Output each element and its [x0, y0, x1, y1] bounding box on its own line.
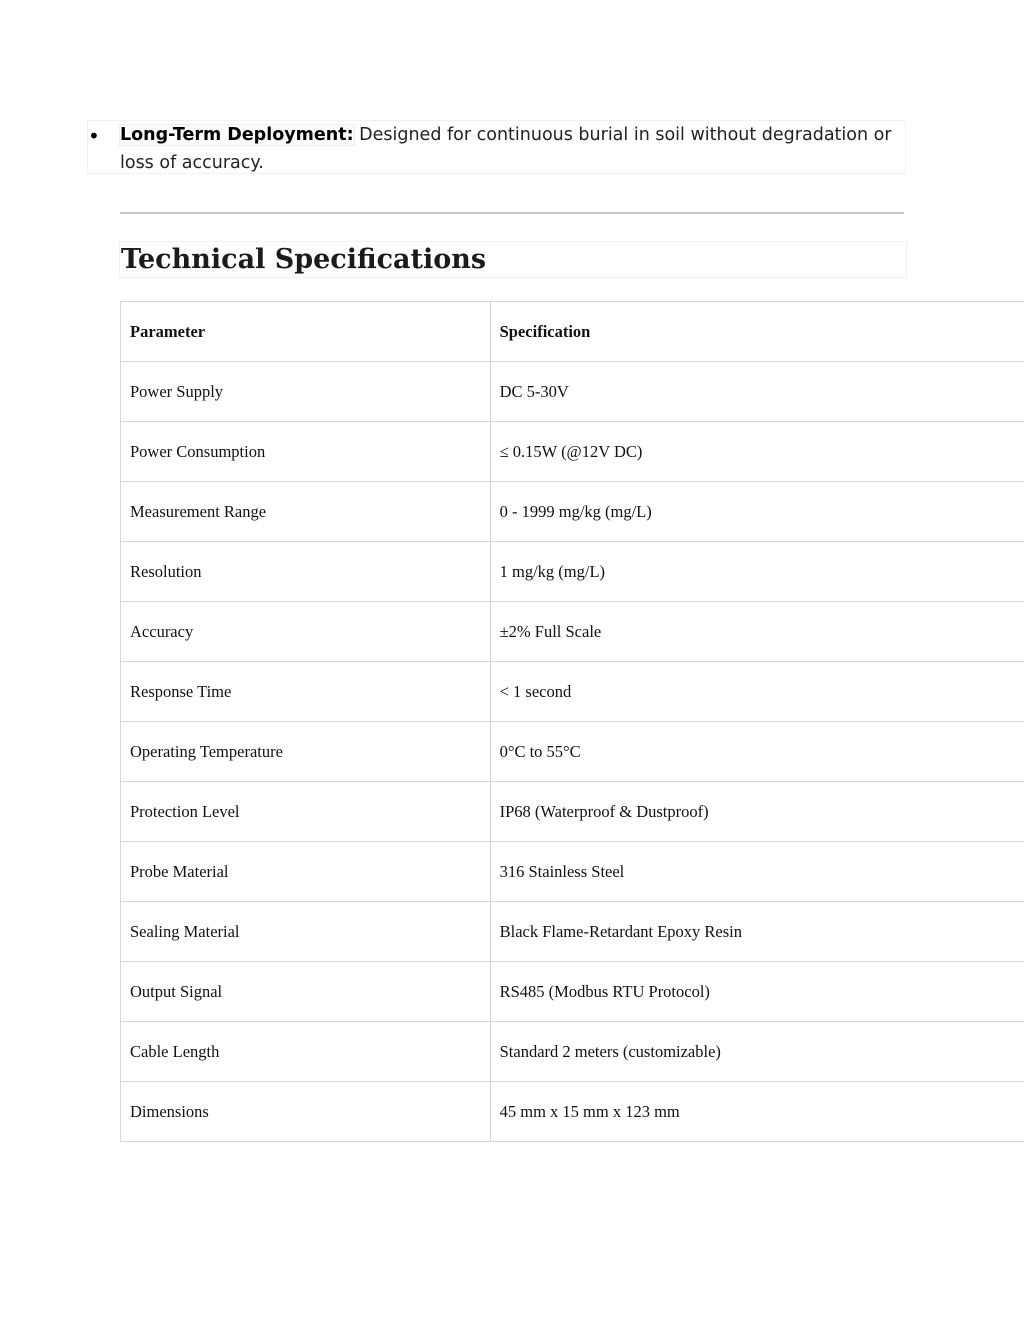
bullet-item-text: Designed for continuous burial in soil without degradation or loss of accuracy.	[120, 125, 892, 173]
bullet-dot-icon: •	[88, 124, 100, 148]
table-row	[121, 782, 1024, 842]
table-row	[121, 722, 1024, 782]
parameter-cell: Power Supply	[121, 362, 491, 422]
specification-cell: DC 5-30V	[490, 362, 1024, 422]
section-heading: Technical Specifications	[121, 244, 487, 275]
table-row	[121, 1082, 1024, 1142]
specification-cell: ±2% Full Scale	[490, 602, 1024, 662]
specifications-table	[120, 301, 1024, 1142]
parameter-cell: Probe Material	[121, 842, 491, 902]
table-body	[121, 362, 1024, 1142]
table-row	[121, 1022, 1024, 1082]
parameter-cell: Output Signal	[121, 962, 491, 1022]
parameter-cell: Power Consumption	[121, 422, 491, 482]
parameter-cell: Response Time	[121, 662, 491, 722]
specification-cell: < 1 second	[490, 662, 1024, 722]
table-row	[121, 902, 1024, 962]
specification-cell: 0 - 1999 mg/kg (mg/L)	[490, 482, 1024, 542]
bullet-item	[120, 121, 906, 177]
column-header-parameter: Parameter	[121, 302, 491, 362]
parameter-cell: Sealing Material	[121, 902, 491, 962]
parameter-cell: Measurement Range	[121, 482, 491, 542]
bullet-item-label: Long-Term Deployment:	[120, 125, 354, 145]
specification-cell: 0°C to 55°C	[490, 722, 1024, 782]
specification-cell: 1 mg/kg (mg/L)	[490, 542, 1024, 602]
specification-cell: RS485 (Modbus RTU Protocol)	[490, 962, 1024, 1022]
specification-cell: IP68 (Waterproof & Dustproof)	[490, 782, 1024, 842]
parameter-cell: Dimensions	[121, 1082, 491, 1142]
table-row	[121, 422, 1024, 482]
specification-cell: Black Flame-Retardant Epoxy Resin	[490, 902, 1024, 962]
specification-cell: 45 mm x 15 mm x 123 mm	[490, 1082, 1024, 1142]
horizontal-rule	[120, 212, 904, 214]
table-row	[121, 602, 1024, 662]
table-row	[121, 662, 1024, 722]
table-row	[121, 962, 1024, 1022]
table-row	[121, 542, 1024, 602]
parameter-cell: Cable Length	[121, 1022, 491, 1082]
specification-cell: 316 Stainless Steel	[490, 842, 1024, 902]
parameter-cell: Resolution	[121, 542, 491, 602]
table-row	[121, 482, 1024, 542]
table-row	[121, 842, 1024, 902]
parameter-cell: Protection Level	[121, 782, 491, 842]
specification-cell: ≤ 0.15W (@12V DC)	[490, 422, 1024, 482]
column-header-specification: Specification	[490, 302, 1024, 362]
parameter-cell: Operating Temperature	[121, 722, 491, 782]
parameter-cell: Accuracy	[121, 602, 491, 662]
table-row	[121, 362, 1024, 422]
specification-cell: Standard 2 meters (customizable)	[490, 1022, 1024, 1082]
table-header-row	[121, 302, 1024, 362]
